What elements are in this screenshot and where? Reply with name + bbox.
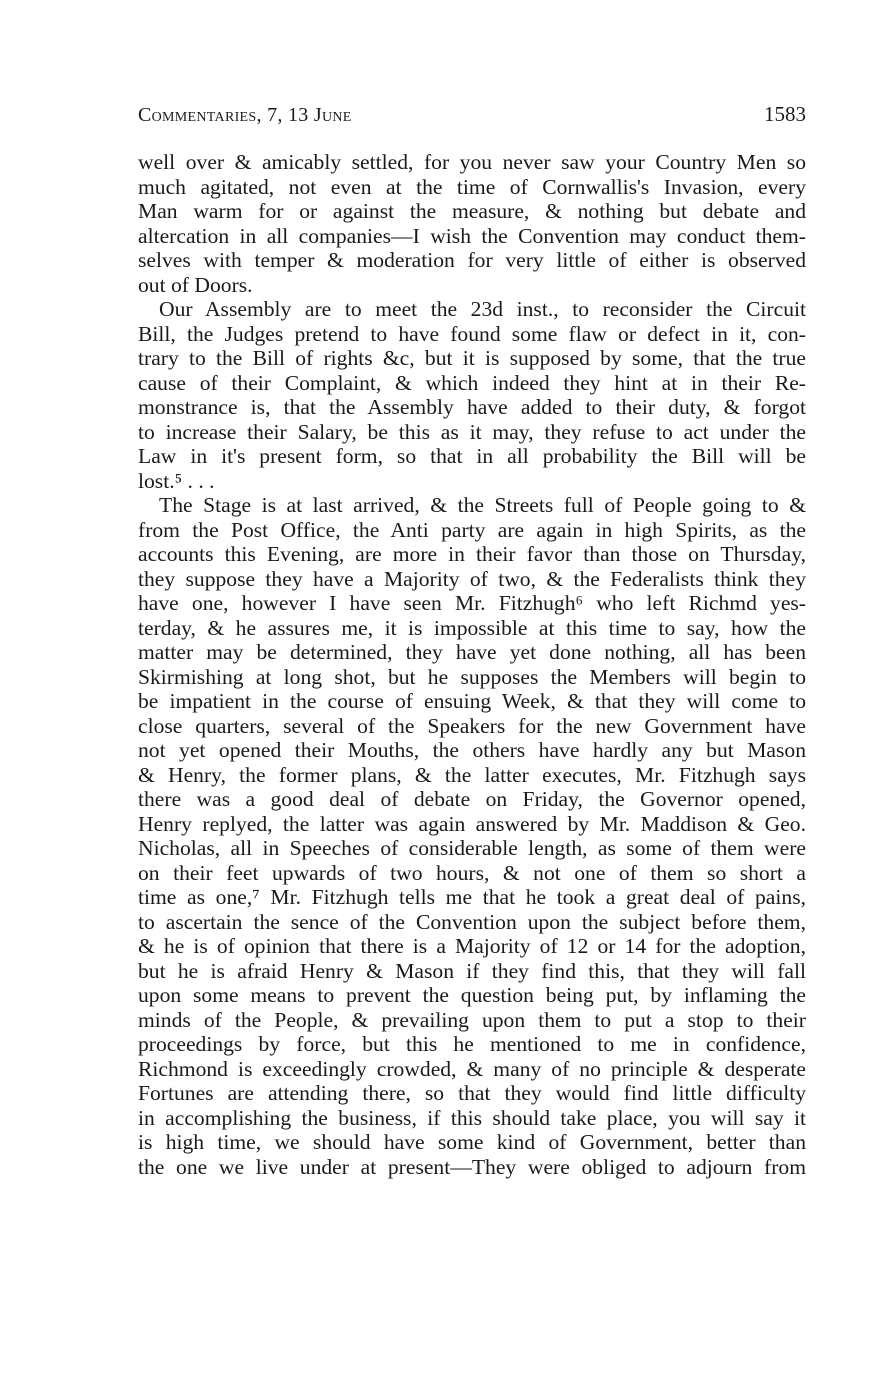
- text-line: much agitated, not even at the time of Cornwallis's Invasion, every: [138, 174, 806, 199]
- paragraph: [138, 297, 806, 493]
- paragraph: [138, 493, 806, 1179]
- running-head: [138, 104, 806, 132]
- text-line: cause of their Complaint, & which indeed they hint at in their Re-: [138, 370, 806, 395]
- text-line: minds of the People, & prevailing upon them to put a stop to their: [138, 1007, 806, 1032]
- text-line: the one we live under at present—They were obliged to adjourn from: [138, 1154, 806, 1179]
- text-line: well over & amicably settled, for you never saw your Country Men so: [138, 150, 806, 174]
- text-line: from the Post Office, the Anti party are again in high Spirits, as the: [138, 517, 806, 542]
- text-line: proceedings by force, but this he mentioned to me in confidence,: [138, 1032, 806, 1056]
- text-line: close quarters, several of the Speakers for the new Government have: [138, 713, 806, 738]
- text-line: Skirmishing at long shot, but he supposes the Members will begin to: [138, 664, 806, 689]
- text-line: Fortunes are attending there, so that they would find little difficulty: [138, 1081, 806, 1105]
- text-line: & Henry, the former plans, & the latter executes, Mr. Fitzhugh says: [138, 762, 806, 787]
- text-line: selves with temper & moderation for very little of either is observed: [138, 248, 806, 272]
- text-line: to increase their Salary, be this as it may, they refuse to act under the: [138, 419, 806, 444]
- text-line: accounts this Evening, are more in their favor than those on Thursday,: [138, 542, 806, 566]
- text-line: be impatient in the course of ensuing Week, & that they will come to: [138, 689, 806, 713]
- body-text: [138, 150, 806, 1179]
- text-line: on their feet upwards of two hours, & not one of them so short a: [138, 860, 806, 885]
- text-line: time as one,⁷ Mr. Fitzhugh tells me that he took a great deal of pains,: [138, 885, 806, 909]
- text-line: not yet opened their Mouths, the others have hardly any but Mason: [138, 738, 806, 762]
- text-line: is high time, we should have some kind of Government, better than: [138, 1130, 806, 1154]
- text-line: altercation in all companies—I wish the Convention may conduct them-: [138, 223, 806, 248]
- text-line: terday, & he assures me, it is impossible at this time to say, how the: [138, 615, 806, 640]
- text-line: in accomplishing the business, if this should take place, you will say it: [138, 1105, 806, 1130]
- text-line: lost.⁵ . . .: [138, 468, 215, 493]
- text-line: upon some means to prevent the question being put, by inflaming the: [138, 983, 806, 1007]
- text-line: & he is of opinion that there is a Majority of 12 or 14 for the adoption,: [138, 934, 806, 958]
- text-line: but he is afraid Henry & Mason if they find this, that they will fall: [138, 958, 806, 983]
- text-line: Henry replyed, the latter was again answered by Mr. Maddison & Geo.: [138, 811, 806, 836]
- text-line: matter may be determined, they have yet done nothing, all has been: [138, 640, 806, 664]
- text-line: they suppose they have a Majority of two, & the Federalists think they: [138, 566, 806, 591]
- page-number: 1583: [764, 102, 806, 126]
- text-line: Nicholas, all in Speeches of considerable length, as some of them were: [138, 836, 806, 860]
- text-line: have one, however I have seen Mr. Fitzhugh⁶ who left Richmd yes-: [138, 591, 806, 615]
- running-title: Commentaries, 7, 13 June: [138, 104, 352, 126]
- text-line: monstrance is, that the Assembly have added to their duty, & forgot: [138, 395, 806, 419]
- paragraph: [138, 150, 806, 297]
- text-line: to ascertain the sence of the Convention upon the subject before them,: [138, 909, 806, 934]
- text-line: Law in it's present form, so that in all probability the Bill will be: [138, 444, 806, 468]
- text-line: Our Assembly are to meet the 23d inst., to reconsider the Circuit: [159, 297, 806, 321]
- text-line: trary to the Bill of rights &c, but it is supposed by some, that the true: [138, 346, 806, 370]
- text-line: Bill, the Judges pretend to have found some flaw or defect in it, con-: [138, 321, 806, 346]
- text-line: Man warm for or against the measure, & nothing but debate and: [138, 199, 806, 223]
- text-line: out of Doors.: [138, 272, 253, 297]
- text-line: Richmond is exceedingly crowded, & many of no principle & desperate: [138, 1056, 806, 1081]
- text-line: there was a good deal of debate on Friday, the Governor opened,: [138, 787, 806, 811]
- text-line: The Stage is at last arrived, & the Streets full of People going to &: [159, 493, 806, 517]
